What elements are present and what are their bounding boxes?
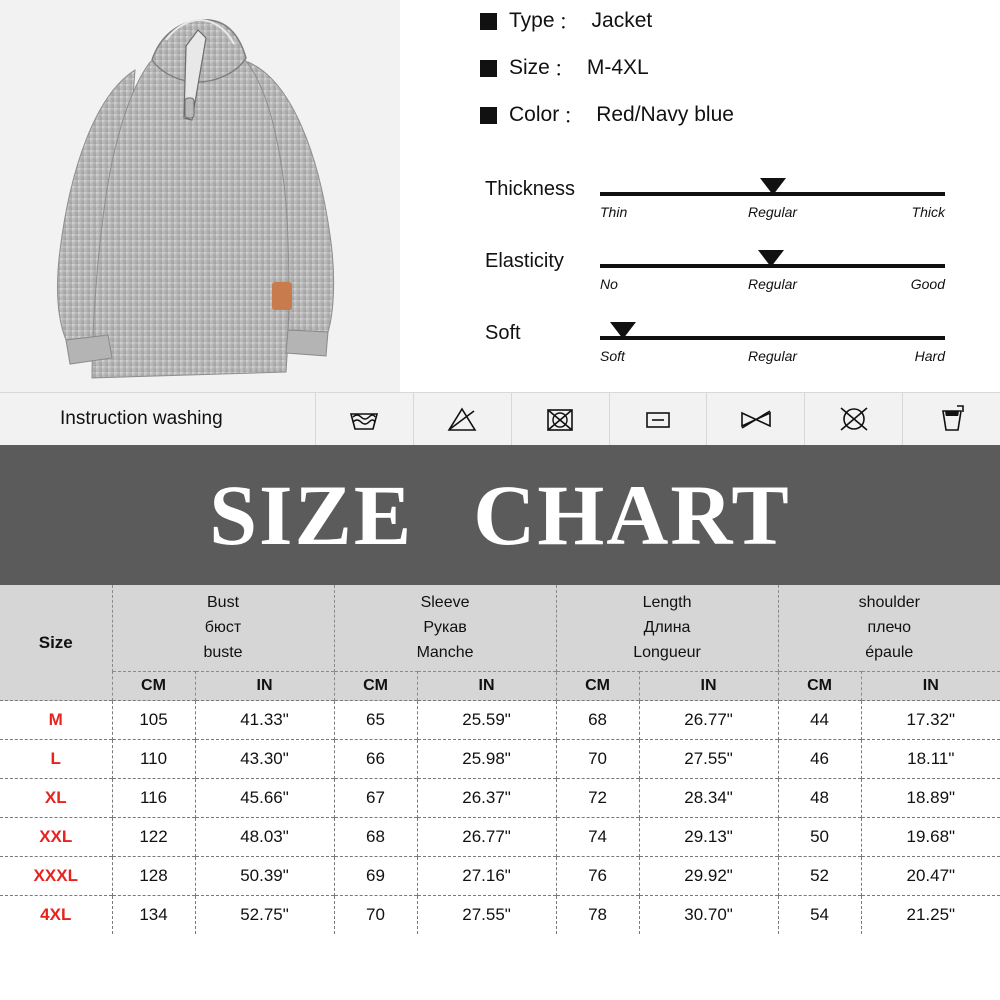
cell-xxxl-shoulder-in: 20.47"	[861, 857, 1000, 896]
spec-colon-color: ：	[563, 105, 585, 128]
cell-xxxl-bust-in: 50.39"	[195, 857, 334, 896]
slider-label-soft: Soft	[485, 322, 521, 344]
header-sleeve-line2: Рукав	[423, 618, 467, 636]
do-not-tumble-dry-icon	[511, 393, 609, 446]
cell-m-bust-cm: 105	[112, 701, 195, 740]
spec-row-color	[480, 100, 1000, 130]
slider-marker-soft	[610, 322, 636, 339]
header-shoulder-line1: shoulder	[858, 594, 920, 611]
attribute-sliders	[485, 168, 1000, 384]
cell-4xl-shoulder-cm: 54	[778, 896, 861, 935]
table-row	[0, 779, 1000, 818]
header-shoulder-line2: плечо	[867, 618, 912, 636]
unit-shoulder-cm: CM	[778, 672, 861, 701]
slider-tick-thickness-left: Thin	[600, 204, 628, 220]
cell-xxxl-shoulder-cm: 52	[778, 857, 861, 896]
cell-xl-bust-in: 45.66"	[195, 779, 334, 818]
cell-xxl-sleeve-cm: 68	[334, 818, 417, 857]
cell-4xl-length-cm: 78	[556, 896, 639, 935]
unit-length-cm: CM	[556, 672, 639, 701]
banner-word-size: SIZE	[209, 467, 414, 563]
product-info-section	[0, 0, 1000, 445]
header-group-bust	[112, 585, 334, 672]
cell-4xl-sleeve-cm: 70	[334, 896, 417, 935]
slider-label-thickness: Thickness	[485, 178, 576, 200]
cell-l-sleeve-cm: 66	[334, 740, 417, 779]
row-size-xl: XL	[0, 779, 112, 818]
banner-word-chart: CHART	[473, 467, 791, 563]
garment-illustration	[0, 0, 400, 392]
header-bust-line3: buste	[203, 643, 243, 661]
drip-dry-icon	[902, 393, 1000, 446]
washing-icon-row	[315, 393, 1000, 446]
hand-wash-icon	[315, 393, 413, 446]
bullet-square-icon	[480, 60, 497, 77]
bullet-square-icon	[480, 107, 497, 124]
cell-4xl-length-in: 30.70"	[639, 896, 778, 935]
cell-xxl-bust-cm: 122	[112, 818, 195, 857]
slider-marker-thickness	[760, 178, 786, 195]
cell-l-sleeve-in: 25.98"	[417, 740, 556, 779]
slider-marker-elasticity	[758, 250, 784, 267]
unit-sleeve-cm: CM	[334, 672, 417, 701]
spec-label-type: Type	[509, 9, 555, 32]
slider-track-soft	[600, 336, 945, 340]
cell-l-shoulder-in: 18.11"	[861, 740, 1000, 779]
cell-m-shoulder-in: 17.32"	[861, 701, 1000, 740]
cell-l-bust-cm: 110	[112, 740, 195, 779]
spec-colon-type: ：	[558, 11, 580, 34]
slider-tick-soft-right: Hard	[914, 348, 945, 364]
cell-xl-length-cm: 72	[556, 779, 639, 818]
table-header-row	[0, 585, 1000, 672]
unit-bust-cm: CM	[112, 672, 195, 701]
size-table	[0, 585, 1000, 934]
row-size-xxl: XXL	[0, 818, 112, 857]
cell-l-length-in: 27.55"	[639, 740, 778, 779]
spec-value-color: Red/Navy blue	[596, 103, 734, 126]
cell-xxxl-sleeve-in: 27.16"	[417, 857, 556, 896]
header-bust-line2: бюст	[204, 618, 242, 636]
cell-xxl-shoulder-in: 19.68"	[861, 818, 1000, 857]
table-unit-row	[0, 672, 1000, 701]
cell-xl-sleeve-in: 26.37"	[417, 779, 556, 818]
washing-instructions-bar	[0, 392, 1000, 445]
cell-xl-bust-cm: 116	[112, 779, 195, 818]
cell-xxl-length-in: 29.13"	[639, 818, 778, 857]
slider-tick-elasticity-left: No	[600, 276, 618, 292]
header-shoulder-line3: épaule	[865, 643, 914, 661]
cell-xxxl-bust-cm: 128	[112, 857, 195, 896]
cell-xl-shoulder-cm: 48	[778, 779, 861, 818]
cell-m-length-cm: 68	[556, 701, 639, 740]
do-not-dry-clean-icon	[804, 393, 902, 446]
cell-l-length-cm: 70	[556, 740, 639, 779]
row-size-l: L	[0, 740, 112, 779]
header-group-sleeve	[334, 585, 556, 672]
cell-m-length-in: 26.77"	[639, 701, 778, 740]
row-size-xxxl: XXXL	[0, 857, 112, 896]
cell-xl-shoulder-in: 18.89"	[861, 779, 1000, 818]
header-size: Size	[0, 585, 112, 701]
slider-tick-elasticity-right: Good	[910, 276, 945, 292]
slider-label-elasticity: Elasticity	[485, 250, 564, 272]
header-length-line3: Longueur	[633, 643, 701, 661]
size-chart-banner	[0, 445, 1000, 585]
cell-xxxl-length-in: 29.92"	[639, 857, 778, 896]
cell-4xl-shoulder-in: 21.25"	[861, 896, 1000, 935]
slider-tick-thickness-mid: Regular	[747, 204, 798, 220]
slider-tick-elasticity-mid: Regular	[747, 276, 798, 292]
spec-row-size	[480, 53, 1000, 83]
spec-label-size: Size	[509, 56, 550, 79]
slider-tick-soft-left: Soft	[600, 348, 625, 364]
do-not-bleach-icon	[413, 393, 511, 446]
cell-xxl-sleeve-in: 26.77"	[417, 818, 556, 857]
cell-l-bust-in: 43.30"	[195, 740, 334, 779]
washing-instructions-label: Instruction washing	[60, 408, 223, 429]
spec-label-color: Color	[509, 103, 560, 126]
header-length-line2: Длина	[643, 618, 691, 636]
cell-4xl-sleeve-in: 27.55"	[417, 896, 556, 935]
table-row	[0, 701, 1000, 740]
cell-xxl-bust-in: 48.03"	[195, 818, 334, 857]
unit-length-in: IN	[639, 672, 778, 701]
header-group-length	[556, 585, 778, 672]
cell-xxl-length-cm: 74	[556, 818, 639, 857]
header-bust-line1: Bust	[207, 594, 240, 611]
slider-thickness	[485, 168, 1000, 240]
unit-shoulder-in: IN	[861, 672, 1000, 701]
product-specs	[480, 6, 1000, 147]
table-row	[0, 857, 1000, 896]
iron-low-heat-icon	[609, 393, 707, 446]
header-sleeve-line3: Manche	[416, 643, 474, 661]
cell-xxl-shoulder-cm: 50	[778, 818, 861, 857]
do-not-wring-icon	[706, 393, 804, 446]
table-row	[0, 818, 1000, 857]
header-group-shoulder	[778, 585, 1000, 672]
cell-xxxl-length-cm: 76	[556, 857, 639, 896]
slider-tick-soft-mid: Regular	[747, 348, 798, 364]
spec-value-size: M-4XL	[586, 56, 649, 79]
header-sleeve-line1: Sleeve	[420, 594, 470, 611]
bullet-square-icon	[480, 13, 497, 30]
cell-xxxl-sleeve-cm: 69	[334, 857, 417, 896]
row-size-4xl: 4XL	[0, 896, 112, 935]
cell-m-shoulder-cm: 44	[778, 701, 861, 740]
table-row	[0, 896, 1000, 935]
unit-sleeve-in: IN	[417, 672, 556, 701]
row-size-m: M	[0, 701, 112, 740]
cell-4xl-bust-in: 52.75"	[195, 896, 334, 935]
spec-row-type	[480, 6, 1000, 36]
slider-elasticity	[485, 240, 1000, 312]
cell-l-shoulder-cm: 46	[778, 740, 861, 779]
cell-m-sleeve-cm: 65	[334, 701, 417, 740]
header-length-line1: Length	[642, 594, 692, 611]
spec-colon-size: ：	[553, 58, 575, 81]
size-table-wrapper	[0, 585, 1000, 1000]
product-photo	[0, 0, 400, 392]
slider-tick-thickness-right: Thick	[911, 204, 945, 220]
cell-xl-sleeve-cm: 67	[334, 779, 417, 818]
cell-xl-length-in: 28.34"	[639, 779, 778, 818]
cell-4xl-bust-cm: 134	[112, 896, 195, 935]
slider-soft	[485, 312, 1000, 384]
table-row	[0, 740, 1000, 779]
spec-value-type: Jacket	[591, 9, 653, 32]
unit-bust-in: IN	[195, 672, 334, 701]
cell-m-bust-in: 41.33"	[195, 701, 334, 740]
cell-m-sleeve-in: 25.59"	[417, 701, 556, 740]
